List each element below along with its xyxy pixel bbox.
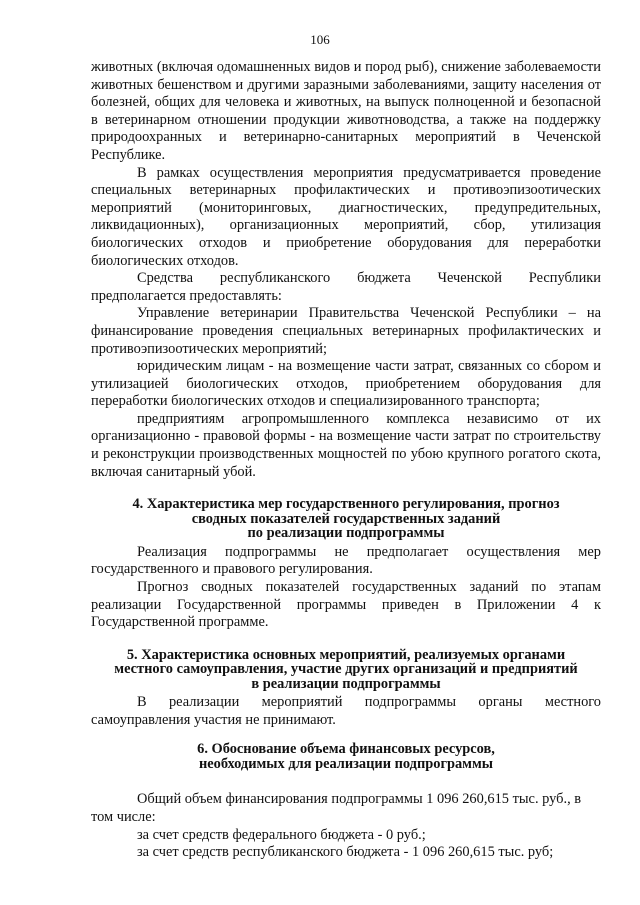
paragraph-agro-enterprises: предприятиям агропромышленного комплекса независимо от их организационно - правовой формы - на возмещение части затрат по строительству и реконструкции производственных мощностей по убою крупного рогатого скота, включая санитарный убой. bbox=[91, 410, 601, 480]
heading-line: 4. Характеристика мер государственного регулирования, прогноз bbox=[132, 496, 560, 513]
document-body bbox=[91, 59, 601, 862]
paragraph-veterinary-measures: В рамках осуществления мероприятия предусматривается проведение специальных ветеринарных профилактических и противоэпизоотических мероприятий (мониторинговых, диагностических, предупредительных, ликвидационных), организационных мероприятий, сбор, утилизация биологических отходов и приобретение оборудования для переработки биологических отходов. bbox=[91, 164, 601, 269]
page-number: 106 bbox=[310, 32, 330, 47]
spacer bbox=[91, 481, 601, 497]
paragraph-regulation: Реализация подпрограммы не предполагает осуществления мер государственного и правового регулирования. bbox=[91, 543, 601, 578]
heading-line: по реализации подпрограммы bbox=[247, 525, 445, 542]
heading-line: 5. Характеристика основных мероприятий, реализуемых органами bbox=[126, 646, 566, 663]
paragraph-total-funding: Общий объем финансирования подпрограммы 1 096 260,615 тыс. руб., в том числе: bbox=[91, 791, 582, 825]
heading-line: необходимых для реализации подпрограммы bbox=[198, 755, 494, 772]
paragraph-legal-entities: юридическим лицам - на возмещение части затрат, связанных со сбором и утилизацией биологических отходов, приобретением оборудования для переработки биологических отходов и специализированного транспорта; bbox=[91, 358, 601, 410]
paragraph-local-government: В реализации мероприятий подпрограммы органы местного самоуправления участия не принимают. bbox=[91, 694, 601, 728]
paragraph-forecast: Прогноз сводных показателей государственных заданий по этапам реализации Государственной программы приведен в Приложении 4 к Государственной программе. bbox=[91, 578, 601, 631]
heading-line: 6. Обоснование объема финансовых ресурсов, bbox=[197, 741, 495, 758]
paragraph-veterinary-administration: Управление ветеринарии Правительства Чеченской Республики – на финансирование проведения специальных ветеринарных профилактических и противоэпизоотических мероприятий; bbox=[91, 305, 601, 357]
spacer bbox=[91, 771, 601, 791]
heading-line: местного самоуправления, участие других организаций и предприятий bbox=[114, 661, 578, 678]
paragraph-federal-budget: за счет средств федерального бюджета - 0 руб.; bbox=[137, 826, 426, 843]
paragraph-livestock-protection: животных (включая одомашненных видов и пород рыб), снижение заболеваемости животных бешенством и другими заразными заболеваниями, защиту населения от болезней, общих для человека и животных, на выпуск полноценной и безопасной в ветеринарном отношении продукции животноводства, а также на поддержку природоохранных и ветеринарно-санитарных мероприятий в Чеченской Республике. bbox=[91, 59, 601, 163]
heading-line: в реализации подпрограммы bbox=[251, 675, 441, 692]
heading-section-6 bbox=[91, 742, 601, 771]
paragraph-budget-intro: Средства республиканского бюджета Чеченской Республики предполагается предоставлять: bbox=[91, 270, 601, 304]
paragraph-republican-budget: за счет средств республиканского бюджета - 1 096 260,615 тыс. руб; bbox=[137, 844, 554, 861]
heading-line: сводных показателей государственных заданий bbox=[191, 510, 501, 527]
heading-section-5 bbox=[91, 648, 601, 692]
heading-section-4 bbox=[91, 497, 601, 541]
spacer bbox=[91, 632, 601, 648]
